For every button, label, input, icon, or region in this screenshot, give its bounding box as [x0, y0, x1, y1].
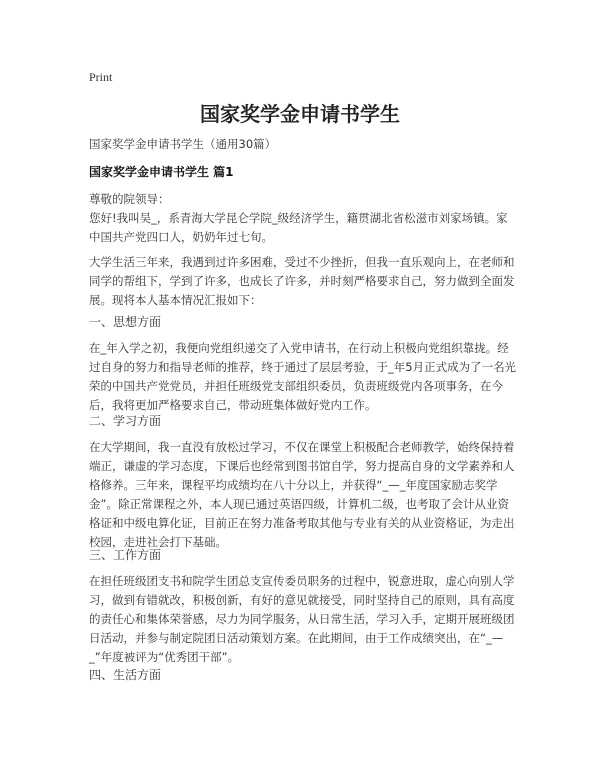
print-link[interactable]: Print — [89, 70, 113, 84]
paragraph-thought: 在_年入学之初，我便向党组织递交了入党申请书，在行动上积极向党组织靠拢。经过自身的努力和指导老师的推荐，终于通过了层层考验，于_年5月正式成为了一名光荣的中国共产党党员，并担任班级党支部组织委员，负责班级党内各项事务，在今后，我将更加严格要求自己，带动班集体做好党内工作。 — [89, 341, 517, 412]
heading-study: 二、学习方面 — [89, 414, 162, 428]
heading-thought: 一、思想方面 — [89, 315, 162, 329]
heading-life: 四、生活方面 — [89, 668, 162, 682]
heading-work: 三、工作方面 — [89, 548, 162, 562]
document-subtitle: 国家奖学金申请书学生（通用30篇） — [89, 137, 277, 151]
paragraph-study: 在大学期间，我一直没有放松过学习，不仅在课堂上积极配合老师教学，始终保持着端正，谦虚的学习态度，下课后也经常到图书馆自学，努力提高自身的文学素养和人格修养。三年来，课程平均成绩均在八十分以上，并获得“_—_年度国家励志奖学金”。除正常课程之外，本人现已通过英语四级，计算机二级，也考取了会计从业资格证和中级电算化证，目前正在努力准备考取其他与专业有关的从业资格证，为走出校园，走进社会打下基础。 — [89, 440, 515, 549]
paragraph-work: 在担任班级团支书和院学生团总支宣传委员职务的过程中，锐意进取，虚心向别人学习，做到有错就改，积极创新，有好的意见就接受，同时坚持自己的原则，具有高度的责任心和集体荣誉感，尽力为同学服务，从日常生活，学习入手，定期开展班级团日活动，并参与制定院团日活动策划方案。在此期间，由于工作成绩突出，在“_—_”年度被评为“优秀团干部”。 — [89, 574, 515, 664]
paragraph-overview: 大学生活三年来，我遇到过许多困难，受过不少挫折，但我一直乐观向上，在老师和同学的帮组下，学到了许多，也成长了许多，并时刻严格要求自己，努力做到全面发展。现将本人基本情况汇报如下： — [89, 255, 515, 307]
document-title: 国家奖学金申请书学生 — [200, 102, 400, 126]
paragraph-intro: 您好!我叫吴_，系青海大学昆仑学院_级经济学生，籍贯湖北省松滋市刘家场镇。家中国共产党四口人，奶奶年过七旬。 — [89, 211, 508, 244]
section-title: 国家奖学金申请书学生 篇1 — [89, 165, 234, 179]
greeting: 尊敬的院领导： — [89, 192, 170, 206]
